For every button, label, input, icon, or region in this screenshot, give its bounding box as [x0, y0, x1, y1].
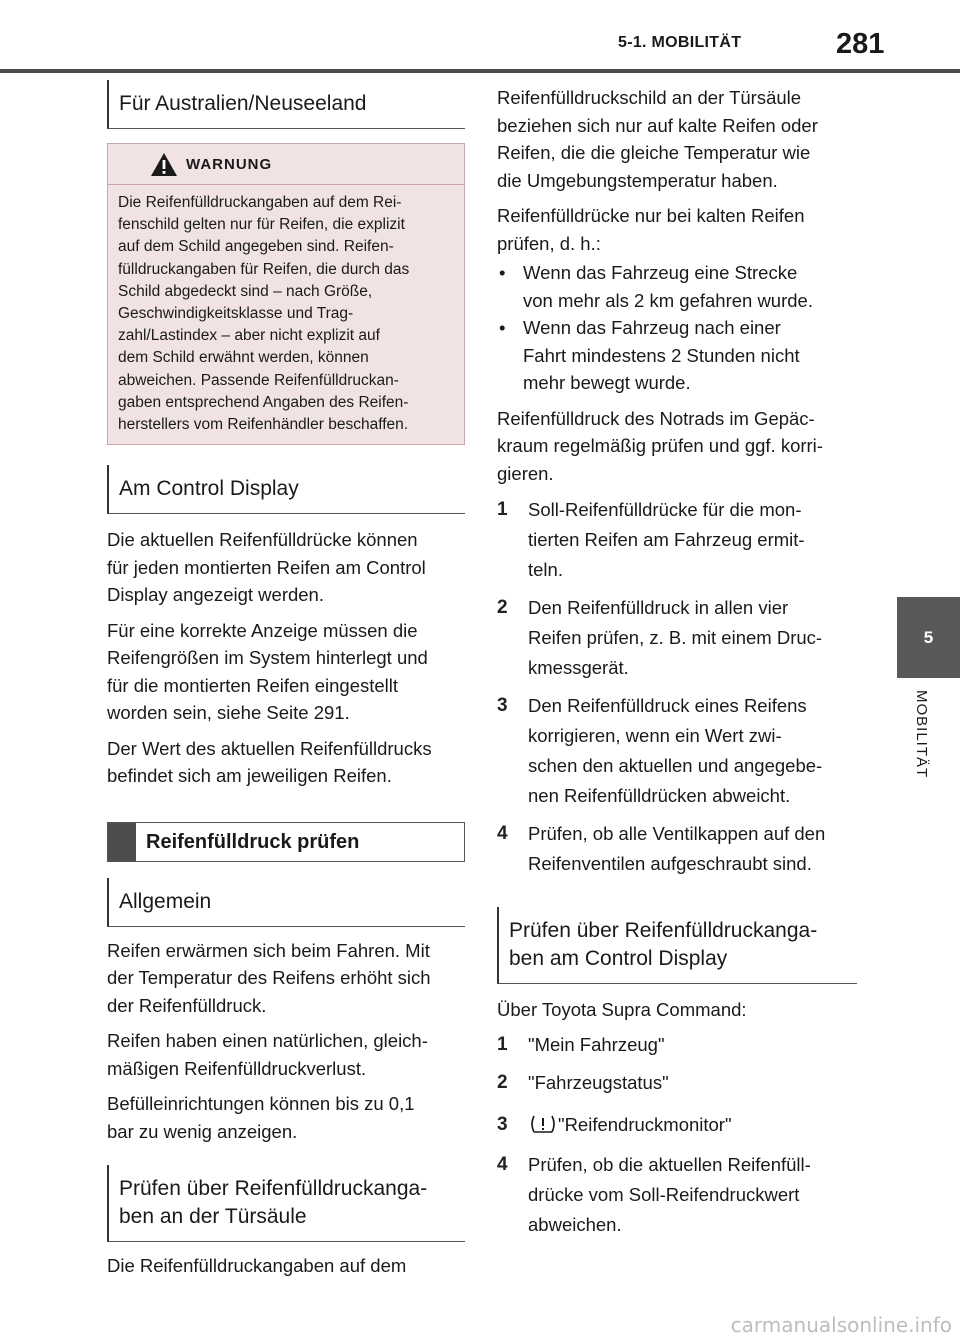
- paragraph: Die Reifenfülldruckangaben auf dem: [107, 1255, 407, 1277]
- warning-line: herstellers vom Reifenhändler beschaffen.: [118, 416, 409, 434]
- line: Wenn das Fahrzeug eine Strecke: [523, 262, 798, 283]
- line: abweichen.: [528, 1213, 622, 1235]
- section-heading: [107, 822, 465, 862]
- warning-header: [108, 144, 464, 185]
- warning-line: dem Schild erwähnt werden, können: [118, 349, 369, 367]
- step-number: 3: [497, 1113, 508, 1135]
- chapter-label-text: MOBILITÄT: [913, 690, 930, 779]
- warning-line: abweichen. Passende Reifenfülldruckan-: [118, 371, 399, 389]
- section-heading-title: Reifenfülldruck prüfen: [146, 830, 360, 853]
- line: der Temperatur des Reifens erhöht sich: [107, 967, 431, 989]
- line: beziehen sich nur auf kalte Reifen oder: [497, 114, 818, 136]
- line: der Reifenfülldruck.: [107, 994, 267, 1016]
- step-text: [528, 691, 822, 811]
- line: Der Wert des aktuellen Reifenfülldrucks: [107, 737, 432, 759]
- line: Reifen haben einen natürlichen, gleich-: [107, 1030, 428, 1052]
- step-number: 1: [497, 499, 508, 520]
- step-item: [497, 495, 857, 585]
- paragraph: [107, 526, 465, 609]
- subheading-control-display-check: [497, 907, 857, 984]
- line: Soll-Reifenfülldrücke für die mon-: [528, 499, 802, 520]
- line: Reifenfülldruck des Notrads im Gepäc-: [497, 407, 815, 429]
- step-number: 2: [497, 597, 508, 618]
- line: korrigieren, wenn ein Wert zwi-: [528, 725, 782, 746]
- warning-line: Die Reifenfülldruckangaben auf dem Rei-: [118, 194, 402, 211]
- line: Wenn das Fahrzeug nach einer: [523, 317, 781, 338]
- line: Reifen, die die gleiche Temperatur wie: [497, 142, 811, 163]
- bullet-list: [497, 259, 857, 397]
- subheading-australia: Für Australien/Neuseeland: [107, 80, 465, 129]
- step-text: [528, 1150, 811, 1240]
- heading-line: Prüfen über Reifenfülldruckanga-: [119, 1177, 428, 1201]
- step-item: [497, 1068, 857, 1098]
- chapter-tab: 5: [897, 597, 960, 678]
- line: kmessgerät.: [528, 657, 629, 678]
- warning-text: [108, 185, 464, 444]
- step-number: 1: [497, 1033, 508, 1055]
- line: kraum regelmäßig prüfen und ggf. korri-: [497, 435, 823, 456]
- section-heading-bar: [108, 823, 136, 861]
- watermark: carmanualsonline.info: [730, 1313, 952, 1337]
- step-text: [528, 1110, 732, 1140]
- line: teln.: [528, 559, 563, 580]
- line: Fahrt mindestens 2 Stunden nicht: [523, 344, 800, 366]
- step-item: [497, 819, 857, 879]
- paragraph: [107, 1027, 465, 1082]
- line: Prüfen, ob alle Ventilkappen auf den: [528, 823, 826, 844]
- line: bar zu wenig anzeigen.: [107, 1120, 298, 1142]
- warning-line: fenschild gelten nur für Reifen, die explizit: [118, 216, 405, 234]
- paragraph: [107, 617, 465, 727]
- step-number: 3: [497, 695, 508, 716]
- step-item: [497, 1150, 857, 1240]
- paragraph: [107, 735, 465, 790]
- line: Den Reifenfülldruck eines Reifens: [528, 695, 807, 716]
- warning-title: WARNUNG: [186, 155, 273, 173]
- line: drücke vom Soll-Reifendruckwert: [528, 1183, 800, 1205]
- left-column: [107, 80, 465, 1280]
- warning-line: gaben entsprechend Angaben des Reifen-: [118, 393, 409, 411]
- step-number: 2: [497, 1071, 508, 1093]
- paragraph: [497, 405, 857, 488]
- heading-line: ben an der Türsäule: [119, 1205, 307, 1229]
- step-number: 4: [497, 1153, 508, 1175]
- subheading-control-display: Am Control Display: [107, 465, 465, 514]
- line: für jeden montierten Reifen am Control: [107, 556, 426, 578]
- paragraph: [107, 937, 465, 1020]
- line: gieren.: [497, 462, 554, 484]
- paragraph: [497, 202, 857, 257]
- line: Reifenventilen aufgeschraubt sind.: [528, 853, 812, 874]
- warning-triangle-icon: [150, 152, 178, 177]
- step-label: "Reifendruckmonitor": [558, 1113, 732, 1135]
- line: Reifengrößen im System hinterlegt und: [107, 647, 428, 669]
- line: die Umgebungstemperatur haben.: [497, 169, 778, 191]
- step-text: "Fahrzeugstatus": [528, 1071, 669, 1093]
- heading-line: ben am Control Display: [509, 947, 728, 970]
- line: Den Reifenfülldruck in allen vier: [528, 597, 789, 618]
- warning-line: zahl/Lastindex – aber nicht explizit auf: [118, 327, 380, 345]
- step-item: [497, 593, 857, 683]
- page-number: 281: [836, 28, 885, 60]
- step-text: [528, 495, 805, 585]
- chapter-label: [900, 690, 960, 840]
- heading-line: Prüfen über Reifenfülldruckanga-: [509, 919, 818, 942]
- line: Reifenfülldrücke nur bei kalten Reifen: [497, 205, 805, 226]
- warning-line: auf dem Schild angegeben sind. Reifen-: [118, 238, 394, 256]
- step-text: [528, 593, 822, 683]
- line: Reifenfülldruckschild an der Türsäule: [497, 87, 802, 108]
- running-header-section: 5-1. MOBILITÄT: [618, 34, 742, 51]
- paragraph: Über Toyota Supra Command:: [497, 999, 747, 1020]
- step-item: [497, 1030, 857, 1060]
- line: schen den aktuellen und angegebe-: [528, 755, 823, 776]
- line: prüfen, d. h.:: [497, 232, 601, 254]
- paragraph: [107, 1090, 465, 1145]
- line: mäßigen Reifenfülldruckverlust.: [107, 1057, 367, 1079]
- subheading-door-pillar: [107, 1165, 465, 1242]
- line: für die montierten Reifen eingestellt: [107, 674, 399, 696]
- line: worden sein, siehe Seite 291.: [107, 702, 350, 724]
- line: Display angezeigt werden.: [107, 584, 324, 606]
- line: Reifen prüfen, z. B. mit einem Druc-: [528, 627, 823, 648]
- warning-line: Geschwindigkeitsklasse und Trag-: [118, 305, 354, 323]
- tire-pressure-warning-icon: [528, 1114, 558, 1134]
- line: Prüfen, ob die aktuellen Reifenfüll-: [528, 1153, 811, 1175]
- line: befindet sich am jeweiligen Reifen.: [107, 765, 392, 787]
- line: nen Reifenfülldrücken abweicht.: [528, 785, 791, 806]
- line: mehr bewegt wurde.: [523, 372, 691, 393]
- step-item: [497, 691, 857, 811]
- list-item: [497, 259, 857, 314]
- warning-box: [107, 143, 465, 445]
- step-text: "Mein Fahrzeug": [528, 1033, 665, 1055]
- line: Befülleinrichtungen können bis zu 0,1: [107, 1093, 415, 1115]
- step-number: 4: [497, 823, 508, 844]
- paragraph: [497, 84, 857, 194]
- line: Die aktuellen Reifenfülldrücke können: [107, 529, 418, 551]
- step-item: [497, 1110, 857, 1140]
- line: von mehr als 2 km gefahren wurde.: [523, 289, 813, 311]
- warning-line: fülldruckangaben für Reifen, die durch das: [118, 260, 410, 278]
- step-text: [528, 819, 825, 879]
- line: Für eine korrekte Anzeige müssen die: [107, 619, 418, 641]
- subheading-general: Allgemein: [107, 878, 465, 927]
- warning-line: Schild abgedeckt sind – nach Größe,: [118, 282, 373, 300]
- line: tierten Reifen am Fahrzeug ermit-: [528, 529, 805, 550]
- right-column: [497, 80, 857, 1240]
- line: Reifen erwärmen sich beim Fahren. Mit: [107, 939, 430, 961]
- list-item: [497, 314, 857, 397]
- header-rule: [0, 69, 960, 73]
